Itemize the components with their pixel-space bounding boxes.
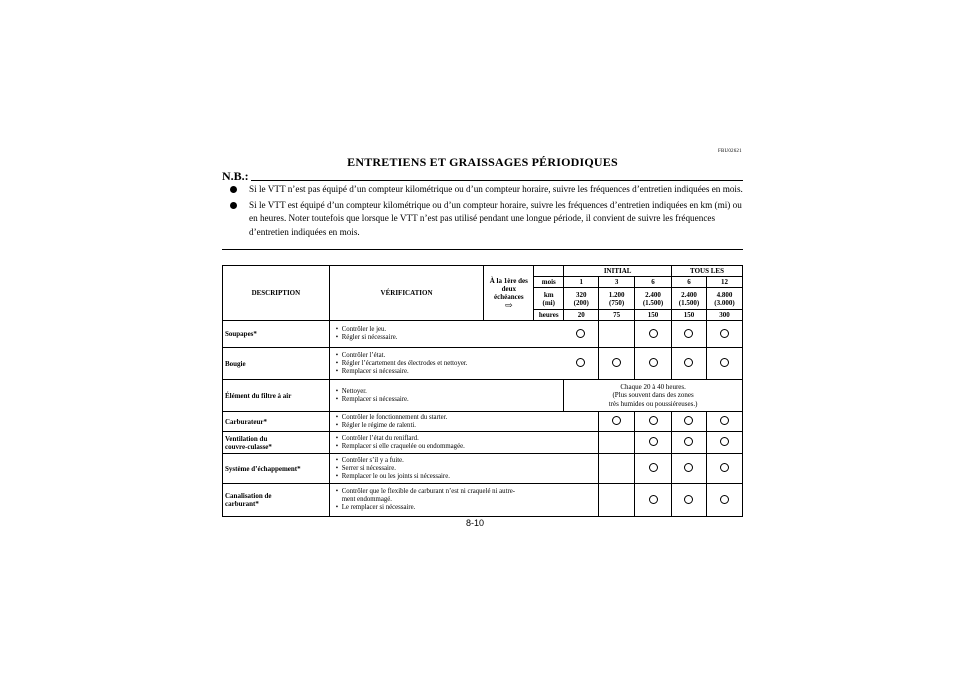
maintenance-row — [223, 321, 743, 348]
maintenance-row — [223, 412, 743, 432]
interval-value: 1 — [564, 277, 599, 288]
interval-mark-cell — [599, 321, 635, 348]
circle-mark-icon — [720, 416, 729, 425]
header-initial: INITIAL — [564, 266, 672, 277]
circle-mark-icon — [612, 416, 621, 425]
check-item: • Serrer si nécessaire. — [336, 465, 562, 473]
check-item: • Régler si nécessaire. — [336, 334, 562, 342]
check-item: • Contrôler le jeu. — [336, 326, 562, 334]
note-text: Si le VTT n’est pas équipé d’un compteur kilométrique ou d’un compteur horaire, suivre les fréquences d’entretien indiquées en mois. — [249, 184, 743, 194]
check-item: • Remplacer le ou les joints si nécessaire. — [336, 473, 562, 481]
circle-mark-icon — [720, 437, 729, 446]
check-item: • Nettoyer. — [336, 388, 561, 396]
first-due-label: À la 1ère des deux échéances — [489, 276, 528, 301]
interval-mark-cell — [599, 348, 635, 380]
nb-label: N.B.: — [222, 169, 249, 183]
maintenance-table-body — [223, 266, 743, 517]
interval-value: 150 — [672, 310, 707, 321]
interval-mark-cell — [599, 432, 635, 454]
interval-value: 6 — [672, 277, 707, 288]
interval-mark-cell — [564, 432, 599, 454]
interval-mark-cell — [599, 484, 635, 517]
interval-value: 4.800 (3.000) — [706, 288, 742, 310]
header-every: TOUS LES — [672, 266, 743, 277]
interval-value: 300 — [706, 310, 742, 321]
interval-mark-cell — [564, 321, 599, 348]
item-checks — [329, 380, 563, 412]
arrow-right-icon: ⇨ — [505, 299, 513, 310]
circle-mark-icon — [649, 495, 658, 504]
interval-mark-cell — [706, 412, 742, 432]
interval-value: 2.400 (1.500) — [672, 288, 707, 310]
interval-mark-cell — [672, 454, 707, 484]
circle-mark-icon — [684, 416, 693, 425]
note-item — [230, 183, 743, 197]
item-checks — [329, 454, 563, 484]
check-item: • Contrôler que le flexible de carburant n’est ni craquelé ni autre- ment endommagé. — [336, 488, 562, 504]
interval-mark-cell — [564, 348, 599, 380]
check-item: • Contrôler s’il y a fuite. — [336, 457, 562, 465]
header-first-due — [484, 266, 534, 321]
circle-mark-icon — [684, 358, 693, 367]
interval-mark-cell — [706, 348, 742, 380]
interval-mark-cell — [564, 412, 599, 432]
item-checks — [329, 484, 563, 517]
interval-label: mois — [534, 277, 564, 288]
interval-mark-cell — [599, 412, 635, 432]
item-name: Carburateur* — [223, 412, 330, 432]
interval-mark-cell — [635, 454, 672, 484]
circle-mark-icon — [720, 463, 729, 472]
item-name: Bougie — [223, 348, 330, 380]
interval-value: 3 — [599, 277, 635, 288]
circle-mark-icon — [649, 416, 658, 425]
page-number: 8-10 — [466, 518, 485, 528]
notes-list — [230, 183, 743, 241]
circle-mark-icon — [684, 495, 693, 504]
check-item: • Contrôler l’état. — [336, 352, 562, 360]
interval-note: Chaque 20 à 40 heures. (Plus souvent dans des zones très humides ou poussiéreuses.) — [564, 380, 743, 412]
interval-mark-cell — [564, 484, 599, 517]
circle-mark-icon — [649, 358, 658, 367]
check-item: • Remplacer si nécessaire. — [336, 368, 562, 376]
note-item — [230, 199, 743, 240]
interval-value: 6 — [635, 277, 672, 288]
interval-label: km (mi) — [534, 288, 564, 310]
circle-mark-icon — [649, 329, 658, 338]
circle-mark-icon — [576, 358, 585, 367]
interval-mark-cell — [672, 348, 707, 380]
item-checks — [329, 432, 563, 454]
interval-mark-cell — [706, 432, 742, 454]
note-text: Si le VTT est équipé d’un compteur kilométrique ou d’un compteur horaire, suivre les fréquences d’entretien indiquées en km (mi) ou en heures. Noter toutefois que lorsque le VTT n’est pas utilisé pendant une longue période, il convient de suivre les fréquences d’entretien indiquées en mois. — [249, 199, 742, 237]
check-item: • Contrôler le fonctionnement du starter. — [336, 414, 562, 422]
check-item: • Contrôler l’état du reniflard. — [336, 435, 562, 443]
interval-label: heures — [534, 310, 564, 321]
bullet-dot-icon — [230, 202, 237, 209]
interval-value: 2.400 (1.500) — [635, 288, 672, 310]
check-item: • Remplacer si nécessaire. — [336, 396, 561, 404]
interval-mark-cell — [635, 348, 672, 380]
interval-value: 320 (200) — [564, 288, 599, 310]
item-name: Canalisation de carburant* — [223, 484, 330, 517]
interval-value: 75 — [599, 310, 635, 321]
notes-separator — [222, 249, 743, 250]
item-checks — [329, 412, 563, 432]
interval-mark-cell — [635, 412, 672, 432]
document-code: FBU02621 — [718, 149, 742, 154]
item-name: Élément du filtre à air — [223, 380, 330, 412]
header-spacer — [534, 266, 564, 277]
maintenance-row — [223, 348, 743, 380]
interval-value: 1.200 (750) — [599, 288, 635, 310]
maintenance-table — [222, 265, 743, 517]
item-checks — [329, 321, 563, 348]
interval-value: 20 — [564, 310, 599, 321]
maintenance-row — [223, 432, 743, 454]
circle-mark-icon — [684, 437, 693, 446]
maintenance-row — [223, 380, 743, 412]
interval-mark-cell — [672, 412, 707, 432]
maintenance-row — [223, 484, 743, 517]
interval-mark-cell — [706, 454, 742, 484]
item-name: Soupapes* — [223, 321, 330, 348]
nb-underline — [251, 180, 743, 181]
maintenance-row — [223, 454, 743, 484]
circle-mark-icon — [576, 329, 585, 338]
interval-mark-cell — [635, 432, 672, 454]
interval-mark-cell — [599, 454, 635, 484]
circle-mark-icon — [649, 463, 658, 472]
circle-mark-icon — [684, 463, 693, 472]
bullet-dot-icon — [230, 186, 237, 193]
item-name: Système d’échappement* — [223, 454, 330, 484]
interval-mark-cell — [635, 484, 672, 517]
circle-mark-icon — [720, 329, 729, 338]
header-verification: VÉRIFICATION — [329, 266, 484, 321]
interval-mark-cell — [672, 321, 707, 348]
interval-value: 12 — [706, 277, 742, 288]
circle-mark-icon — [720, 495, 729, 504]
item-checks — [329, 348, 563, 380]
check-item: • Le remplacer si nécessaire. — [336, 504, 562, 512]
interval-mark-cell — [706, 484, 742, 517]
check-item: • Régler l’écartement des électrodes et nettoyer. — [336, 360, 562, 368]
header-row — [223, 266, 743, 277]
interval-mark-cell — [672, 432, 707, 454]
interval-value: 150 — [635, 310, 672, 321]
interval-mark-cell — [564, 454, 599, 484]
circle-mark-icon — [720, 358, 729, 367]
interval-mark-cell — [635, 321, 672, 348]
circle-mark-icon — [684, 329, 693, 338]
check-item: • Régler le régime de ralenti. — [336, 422, 562, 430]
page-title: ENTRETIENS ET GRAISSAGES PÉRIODIQUES — [347, 155, 618, 169]
header-description: DESCRIPTION — [223, 266, 330, 321]
check-item: • Remplacer si elle craquelée ou endommagée. — [336, 443, 562, 451]
item-name: Ventilation du couvre-culasse* — [223, 432, 330, 454]
circle-mark-icon — [612, 358, 621, 367]
interval-mark-cell — [706, 321, 742, 348]
interval-mark-cell — [672, 484, 707, 517]
circle-mark-icon — [649, 437, 658, 446]
